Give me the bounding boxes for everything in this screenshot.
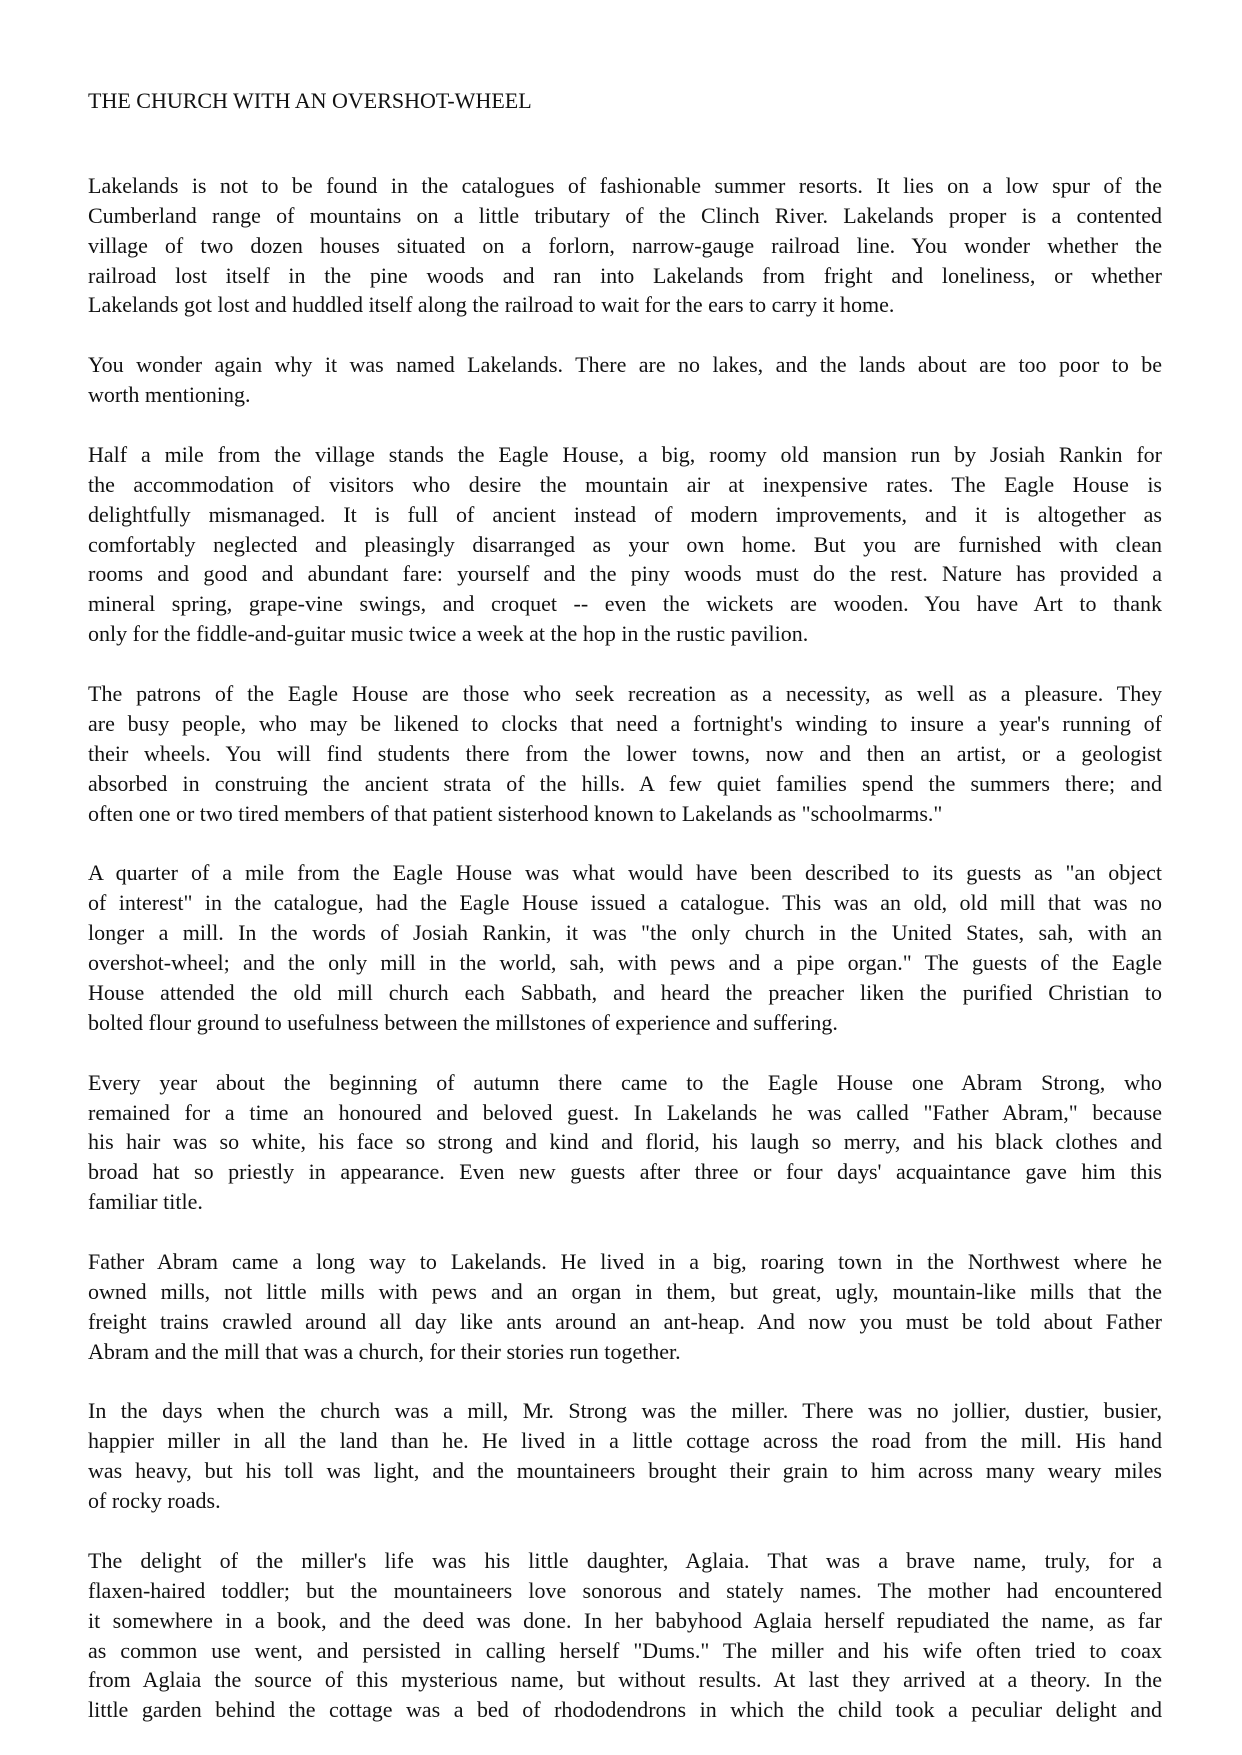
text-line: The delight of the miller's life was his little daughter, Aglaia. That was a brave name, truly, for a	[88, 1547, 1162, 1573]
text-line: only for the fiddle-and-guitar music twice a week at the hop in the rustic pavilion.	[88, 621, 809, 647]
text-line: bolted flour ground to usefulness between the millstones of experience and suffering.	[88, 1009, 838, 1035]
text-line: A quarter of a mile from the Eagle House was what would have been described to its guests as "an object	[88, 860, 1162, 886]
document-body	[88, 171, 1162, 1725]
paragraph	[88, 171, 1162, 320]
text-line: owned mills, not little mills with pews and an organ in them, but great, ugly, mountain-like mills that the	[88, 1278, 1162, 1304]
text-line: as common use went, and persisted in calling herself "Dums." The miller and his wife often tried to coax	[88, 1637, 1162, 1663]
text-line: it somewhere in a book, and the deed was done. In her babyhood Aglaia herself repudiated the name, as far	[88, 1607, 1162, 1633]
text-line: the accommodation of visitors who desire the mountain air at inexpensive rates. The Eagle House is	[88, 471, 1162, 497]
text-line: The patrons of the Eagle House are those who seek recreation as a necessity, as well as a pleasure. They	[88, 681, 1162, 707]
text-line: Cumberland range of mountains on a little tributary of the Clinch River. Lakelands proper is a contented	[88, 202, 1162, 228]
paragraph	[88, 1546, 1162, 1725]
text-line: happier miller in all the land than he. He lived in a little cottage across the road from the mill. His hand	[88, 1428, 1162, 1454]
text-line: railroad lost itself in the pine woods and ran into Lakelands from fright and loneliness, or whether	[88, 262, 1162, 288]
text-line: often one or two tired members of that patient sisterhood known to Lakelands as "schoolmarms."	[88, 800, 943, 826]
text-line: of interest" in the catalogue, had the Eagle House issued a catalogue. This was an old, old mill that was no	[88, 890, 1162, 916]
text-line: You wonder again why it was named Lakelands. There are no lakes, and the lands about are too poor to be	[88, 352, 1162, 378]
text-line: of rocky roads.	[88, 1488, 221, 1514]
text-line: delightfully mismanaged. It is full of ancient instead of modern improvements, and it is altogether as	[88, 501, 1162, 527]
text-line: from Aglaia the source of this mysterious name, but without results. At last they arrived at a theory. In the	[88, 1667, 1162, 1693]
paragraph	[88, 350, 1162, 410]
text-line: are busy people, who may be likened to clocks that need a fortnight's winding to insure a year's running of	[88, 710, 1162, 736]
paragraph	[88, 1068, 1162, 1217]
paragraph	[88, 440, 1162, 649]
text-line: Lakelands is not to be found in the catalogues of fashionable summer resorts. It lies on a low spur of the	[88, 172, 1162, 198]
paragraph	[88, 679, 1162, 828]
text-line: remained for a time an honoured and beloved guest. In Lakelands he was called "Father Abram," because	[88, 1099, 1162, 1125]
text-line: little garden behind the cottage was a bed of rhododendrons in which the child took a peculiar delight and	[88, 1697, 1162, 1723]
text-line: was heavy, but his toll was light, and the mountaineers brought their grain to him across many weary miles	[88, 1458, 1162, 1484]
text-line: comfortably neglected and pleasingly disarranged as your own home. But you are furnished with clean	[88, 531, 1162, 557]
text-line: longer a mill. In the words of Josiah Rankin, it was "the only church in the United States, sah, with an	[88, 920, 1162, 946]
paragraph	[88, 858, 1162, 1037]
text-line: freight trains crawled around all day like ants around an ant-heap. And now you must be told about Father	[88, 1308, 1162, 1334]
text-line: his hair was so white, his face so strong and kind and florid, his laugh so merry, and his black clothes and	[88, 1129, 1162, 1155]
text-line: Father Abram came a long way to Lakelands. He lived in a big, roaring town in the Northwest where he	[88, 1248, 1162, 1274]
text-line: mineral spring, grape-vine swings, and croquet -- even the wickets are wooden. You have Art to thank	[88, 591, 1162, 617]
text-line: village of two dozen houses situated on a forlorn, narrow-gauge railroad line. You wonder whether the	[88, 232, 1162, 258]
text-line: flaxen-haired toddler; but the mountaineers love sonorous and stately names. The mother had encountered	[88, 1577, 1162, 1603]
text-line: worth mentioning.	[88, 382, 251, 408]
text-line: Half a mile from the village stands the Eagle House, a big, roomy old mansion run by Josiah Rankin for	[88, 441, 1162, 467]
text-line: rooms and good and abundant fare: yourself and the piny woods must do the rest. Nature has provided a	[88, 561, 1162, 587]
text-line: Abram and the mill that was a church, for their stories run together.	[88, 1338, 681, 1364]
document-title: THE CHURCH WITH AN OVERSHOT-WHEEL	[88, 88, 532, 113]
text-line: House attended the old mill church each Sabbath, and heard the preacher liken the purified Christian to	[88, 979, 1162, 1005]
text-line: their wheels. You will find students there from the lower towns, now and then an artist, or a geologist	[88, 740, 1162, 766]
text-line: absorbed in construing the ancient strata of the hills. A few quiet families spend the summers there; and	[88, 770, 1162, 796]
text-line: In the days when the church was a mill, Mr. Strong was the miller. There was no jollier, dustier, busier,	[88, 1398, 1162, 1424]
text-line: broad hat so priestly in appearance. Even new guests after three or four days' acquaintance gave him this	[88, 1159, 1162, 1185]
text-line: overshot-wheel; and the only mill in the world, sah, with pews and a pipe organ." The guests of the Eagle	[88, 950, 1162, 976]
paragraph	[88, 1247, 1162, 1367]
text-line: Lakelands got lost and huddled itself along the railroad to wait for the ears to carry it home.	[88, 292, 895, 318]
text-line: familiar title.	[88, 1189, 203, 1215]
paragraph	[88, 1396, 1162, 1516]
document-page	[88, 86, 1162, 1755]
text-line: Every year about the beginning of autumn there came to the Eagle House one Abram Strong, who	[88, 1069, 1162, 1095]
